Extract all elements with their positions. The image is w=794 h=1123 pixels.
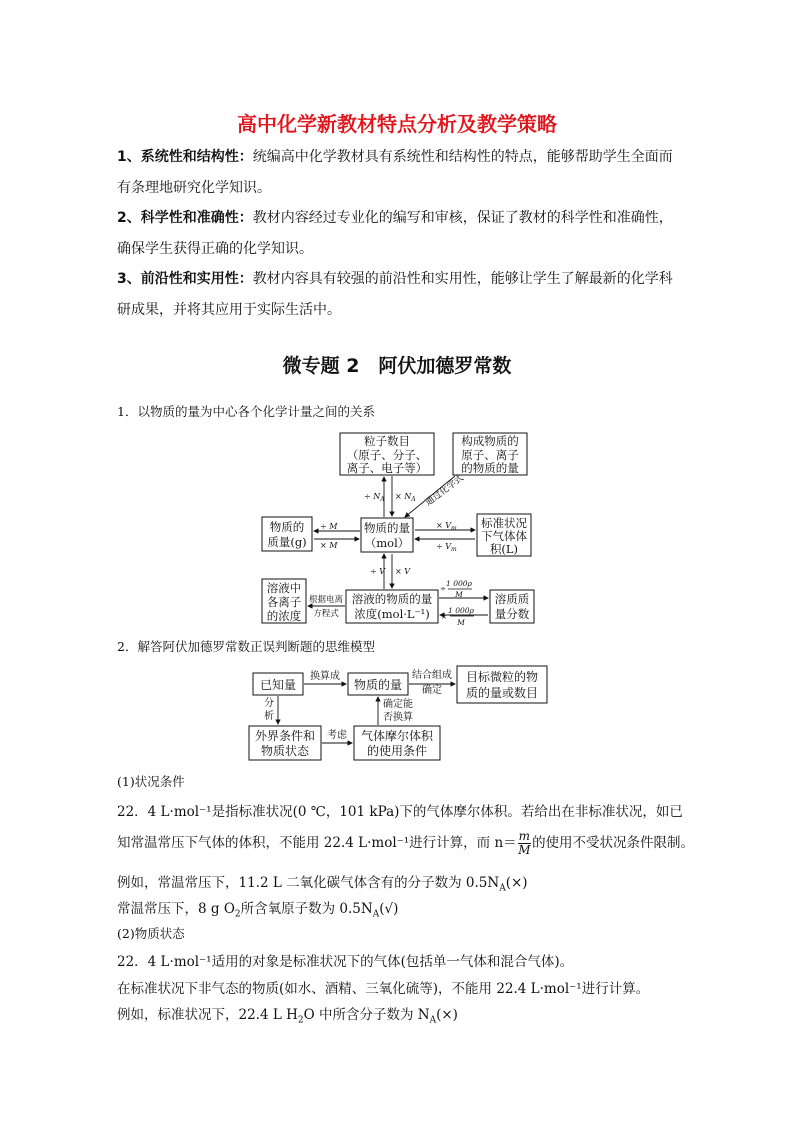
label-div-v: ÷ V bbox=[370, 567, 386, 576]
label-analyze-1: 分 bbox=[264, 698, 274, 709]
f1-num: 1 000ρ bbox=[446, 579, 472, 588]
label-div-m: ÷ M bbox=[320, 522, 338, 531]
point-1-line-1: 统编高中化学教材具有系统性和结构性的特点，能够帮助学生全面而 bbox=[252, 149, 673, 165]
label-via-formula: 通过化学式 bbox=[423, 473, 466, 509]
m-over-m-fraction: $\frac{m}{M}$ bbox=[518, 829, 531, 857]
s2-line-2: 在标准状况下非气态的物质(如水、酒精、三氧化硫等)，不能用 22.4 L·mol⁻¹进行计算。 bbox=[117, 981, 650, 997]
ions-l2: 各离子 bbox=[266, 595, 302, 609]
label-confirm-2: 否换算 bbox=[383, 712, 413, 723]
gas-l1: 标准状况 bbox=[481, 516, 527, 530]
particles-l1: 粒子数目 bbox=[364, 434, 410, 448]
particles-l3: 离子、电子等） bbox=[346, 461, 428, 475]
composition-l1: 构成物质的 bbox=[461, 434, 519, 448]
mass-fraction-l2: 量分数 bbox=[494, 607, 530, 621]
s1-line-1: 22．4 L·mol⁻¹是指标准状况(0 ℃，101 kPa)下的气体摩尔体积。若给出在非标准状况，如已 bbox=[117, 804, 683, 820]
gas-l3: 积(L) bbox=[489, 542, 519, 556]
s1-example-1: 例如，常温常压下，11.2 L 二氧化碳气体含有的分子数为 $0.5N_A(\times)$ bbox=[117, 875, 528, 894]
label-combine-1: 结合组成 bbox=[412, 670, 452, 681]
thinking-model-diagram bbox=[0, 660, 794, 770]
conc-l1: 溶液的物质的量 bbox=[351, 592, 433, 606]
point-3-label: 3、前沿性和实用性： bbox=[117, 271, 253, 287]
subheading-2: (2)物质状态 bbox=[117, 926, 185, 941]
molar-volume-l2: 的使用条件 bbox=[366, 744, 428, 758]
label-combine-2: 确定 bbox=[422, 685, 442, 696]
mass-fraction-l1: 溶质质 bbox=[494, 592, 530, 606]
molar-volume-l1: 气体摩尔体积 bbox=[360, 729, 434, 743]
external-l1: 外界条件和 bbox=[254, 729, 316, 743]
f2-sign: × bbox=[440, 612, 448, 621]
point-1-line-2: 有条理地研究化学知识。 bbox=[117, 180, 271, 196]
point-2-label: 2、科学性和准确性： bbox=[117, 210, 253, 226]
page-title: 高中化学新教材特点分析及教学策略 bbox=[237, 112, 557, 136]
amount-l1: 物质的量 bbox=[364, 521, 410, 535]
label-div-vm: ÷ $V_m$ bbox=[436, 542, 457, 553]
label-consider: 考虑 bbox=[327, 730, 347, 741]
target-l2: 质的量或数目 bbox=[465, 686, 539, 700]
f1-den: M bbox=[455, 590, 463, 599]
label-convert: 换算成 bbox=[310, 671, 340, 682]
conc-l2: 浓度(mol·L⁻¹) bbox=[354, 607, 430, 621]
composition-l2: 原子、离子 bbox=[461, 448, 519, 462]
section-title: 微专题 2 阿伏加德罗常数 bbox=[282, 355, 512, 377]
label-analyze-2: 析 bbox=[264, 711, 274, 722]
known-text: 已知量 bbox=[259, 678, 297, 692]
subheading-1: (1)状况条件 bbox=[117, 774, 185, 789]
f1-sign: ÷ bbox=[439, 584, 447, 593]
point-3-line-2: 研成果，并将其应用于实际生活中。 bbox=[117, 302, 341, 318]
label-mul-vm: × $V_m$ bbox=[436, 521, 457, 532]
external-l2: 物质状态 bbox=[260, 744, 310, 758]
mass-l2: 质量(g) bbox=[267, 535, 307, 549]
gas-l2: 下气体体 bbox=[481, 529, 527, 543]
point-2-line-1: 教材内容经过专业化的编写和审核，保证了教材的科学性和准确性， bbox=[252, 210, 673, 226]
label-mul-na: × $N_A$ bbox=[395, 492, 416, 503]
question-2: 2．解答阿伏加德罗常数正误判断题的思维模型 bbox=[117, 639, 375, 654]
particles-l2: （原子、分子、 bbox=[346, 448, 428, 462]
s1-line-2: 知常温常压下气体的体积，不能用 22.4 L·mol⁻¹进行计算，而 n＝ $\frac{m}{M}$的使用不受状况条件限制。 bbox=[117, 829, 695, 857]
s2-line-1: 22．4 L·mol⁻¹适用的对象是标准状况下的气体(包括单一气体和混合气体)。 bbox=[117, 954, 574, 970]
label-mul-m: × M bbox=[320, 541, 338, 550]
ions-l3: 的浓度 bbox=[266, 609, 302, 623]
point-3-line-1: 教材内容具有较强的前沿性和实用性，能够让学生了解最新的化学科 bbox=[252, 271, 673, 287]
s1-example-2: 常温常压下，8 g $O_2$所含氧原子数为 $0.5N_A(√)$ bbox=[117, 901, 399, 920]
f2-den: M bbox=[457, 618, 465, 627]
label-div-na: ÷ $N_A$ bbox=[364, 492, 385, 503]
amount2-text: 物质的量 bbox=[353, 678, 403, 692]
point-2-line-2: 确保学生获得正确的化学知识。 bbox=[117, 241, 313, 257]
f2-num: 1 000ρ bbox=[448, 606, 474, 615]
mass-l1: 物质的 bbox=[269, 520, 305, 534]
label-mul-v: × V bbox=[395, 567, 411, 576]
point-1-label: 1、系统性和结构性： bbox=[117, 149, 253, 165]
composition-l3: 的物质的量 bbox=[461, 461, 519, 475]
target-l1: 目标微粒的物 bbox=[465, 670, 539, 684]
ions-l1: 溶液中 bbox=[266, 581, 302, 595]
question-1: 1．以物质的量为中心各个化学计量之间的关系 bbox=[117, 404, 375, 419]
label-ionization-2: 方程式 bbox=[313, 609, 339, 619]
label-confirm-1: 确定能 bbox=[383, 699, 413, 710]
label-ionization-1: 根据电离 bbox=[308, 595, 344, 605]
amount-l2: （mol） bbox=[364, 536, 410, 550]
s2-example: 例如，标准状况下，22.4 L $H_2O$ 中所含分子数为 $N_A(\times)$ bbox=[117, 1007, 458, 1026]
